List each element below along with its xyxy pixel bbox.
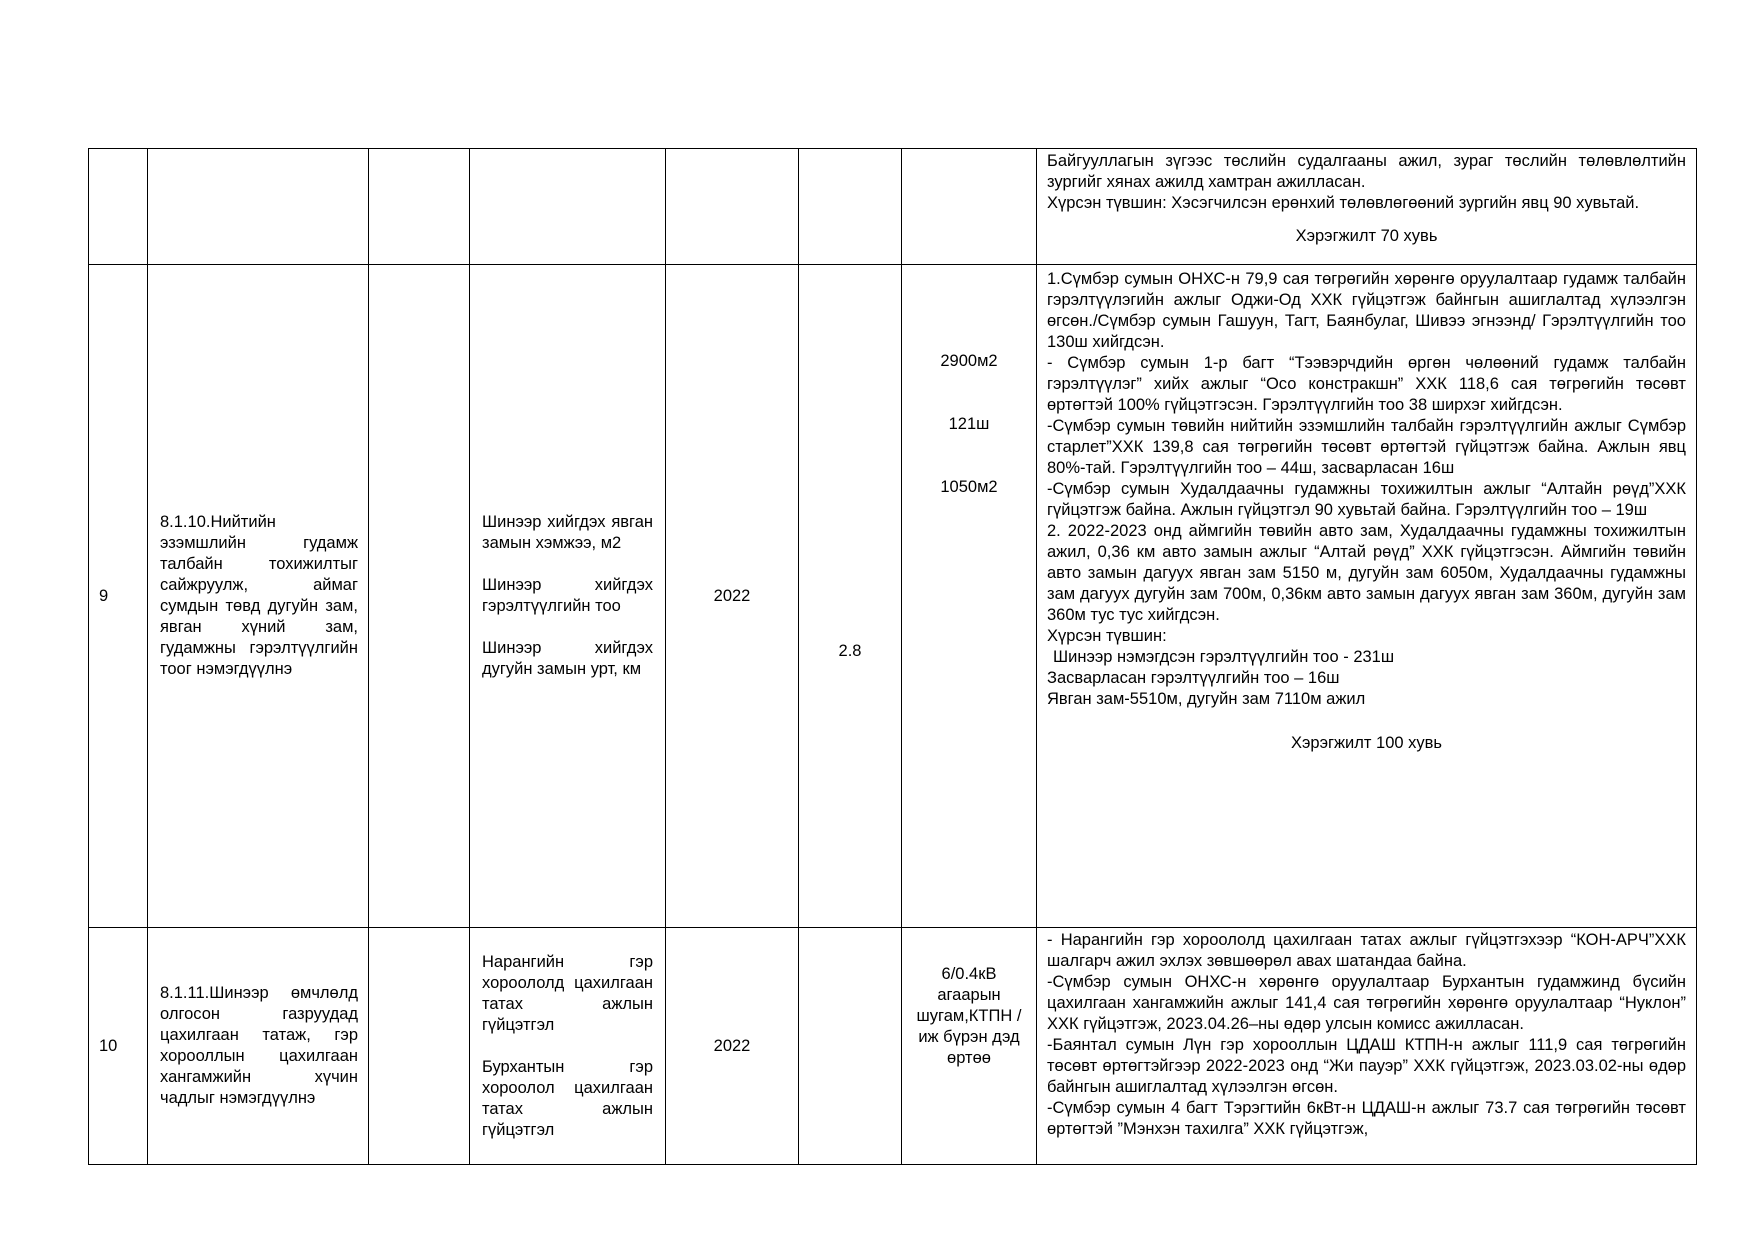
progress-cell	[1037, 265, 1697, 928]
empty-cell	[369, 928, 470, 1165]
indicator-text: Нарангийн гэр хороололд цахилгаан татах ажлын гүйцэтгэл	[482, 952, 653, 1034]
row-number-cell	[89, 149, 148, 265]
indicator-cell	[470, 928, 666, 1165]
row-number-cell: 9	[89, 265, 148, 928]
progress-cell	[1037, 928, 1697, 1165]
goal-cell	[148, 149, 369, 265]
progress-paragraph: - Нарангийн гэр хороололд цахилгаан татах ажлыг гүйцэтгэхээр “КОН-АРЧ”ХХК шалгарч ажил эхлэх зөвшөөрөл авах шатандаа байна.	[1047, 931, 1686, 970]
baseline-cell: 2.8	[799, 265, 902, 928]
indicator-cell	[470, 149, 666, 265]
rating-text: Хэрэгжилт 100 хувь	[1290, 734, 1443, 752]
target-value: 2900м2	[940, 352, 998, 370]
year-cell: 2022	[666, 265, 799, 928]
goal-text: 8.1.10.Нийтийн эзэмшлийн гудамж талбайн тохижилтыг сайжруулж, аймаг сумдын төвд дугуйн зам, явган хүний зам, гудамжны гэрэлтүүлгийн тоог нэмэгдүүлнэ	[160, 513, 358, 678]
year-cell: 2022	[666, 928, 799, 1165]
progress-paragraph: Засварласан гэрэлтүүлгийн тоо – 16ш	[1047, 669, 1340, 687]
progress-cell	[1037, 149, 1697, 265]
progress-paragraph: -Баянтал сумын Лүн гэр хорооллын ЦДАШ КТПН-н ажлыг 111,9 сая төгрөгийн төсөвт өртөгтэйгээр 2022-2023 онд “Жи пауэр” ХХК гүйцэтгэж, 2023.03.02-ны өдөр байнгын ашиглалтад хүлээлгэн өгсөн.	[1047, 1036, 1686, 1096]
target-value: 6/0.4кВ агаарын шугам,КТПН /иж бүрэн дэд өртөө	[916, 965, 1022, 1067]
progress-paragraph: Хүрсэн түвшин: Хэсэгчилсэн ерөнхий төлөвлөгөөний зургийн явц 90 хувьтай.	[1047, 194, 1640, 212]
progress-paragraph: -Сүмбэр сумын ОНХС-н хөрөнгө оруулалтаар Бурхантын гудамжинд бүсийн цахилгаан хангамжийн ажлыг 141,4 сая төгрөгийн хөрөнгө оруулалтаар “Нуклон” ХХК гүйцэтгэж, 2023.04.26–ны өдөр улсын комисс ажилласан.	[1047, 973, 1686, 1033]
target-value: 121ш	[948, 415, 990, 433]
baseline-cell	[799, 928, 902, 1165]
report-table	[88, 148, 1697, 1165]
table-row	[89, 928, 1697, 1165]
goal-cell	[148, 265, 369, 928]
indicator-text: Шинээр хийгдэх явган замын хэмжээ, м2	[482, 513, 653, 552]
indicator-text: Шинээр хийгдэх дугуйн замын урт, км	[482, 639, 653, 678]
row-number-cell: 10	[89, 928, 148, 1165]
progress-paragraph: 1.Сүмбэр сумын ОНХС-н 79,9 сая төгрөгийн хөрөнгө оруулалтаар гудамж талбайн гэрэлтүүлэгийн ажлыг Оджи-Од ХХК гүйцэтгэж байнгын ашиглалтад хүлээлгэн өгсөн./Сүмбэр сумын Гашуун, Тагт, Баянбулаг, Шивээ эгнээнд/ Гэрэлтүүлгийн тоо 130ш хийгдсэн.	[1047, 270, 1686, 351]
progress-paragraph: Хүрсэн түвшин:	[1047, 627, 1167, 645]
goal-cell	[148, 928, 369, 1165]
progress-paragraph: -Сүмбэр сумын төвийн нийтийн эзэмшлийн талбайн гэрэлтүүлгийн ажлыг Сүмбэр старлет”ХХК 139,8 сая төгрөгийн төсөвт өртөгтэй гүйцэтгэж байна. Ажлын явц 80%-тай. Гэрэлтүүлгийн тоо – 44ш, засварласан 16ш	[1047, 417, 1686, 477]
table-row	[89, 265, 1697, 928]
target-cell	[902, 928, 1037, 1165]
target-cell	[902, 149, 1037, 265]
rating-text: Хэрэгжилт 70 хувь	[1295, 227, 1438, 245]
target-value: 1050м2	[940, 478, 998, 496]
progress-paragraph: Байгууллагын зүгээс төслийн судалгааны ажил, зураг төслийн төлөвлөлтийн зургийг хянах ажилд хамтран ажилласан.	[1047, 152, 1686, 191]
year-cell	[666, 149, 799, 265]
target-cell	[902, 265, 1037, 928]
goal-text: 8.1.11.Шинээр өмчлөлд олгосон газруудад цахилгаан татаж, гэр хорооллын цахилгаан хангамжийн хүчин чадлыг нэмэгдүүлнэ	[160, 984, 358, 1107]
indicator-text: Бурхантын гэр хороолол цахилгаан татах ажлын гүйцэтгэл	[482, 1057, 653, 1139]
empty-cell	[369, 149, 470, 265]
indicator-cell	[470, 265, 666, 928]
progress-paragraph: 2. 2022-2023 онд аймгийн төвийн авто зам, Худалдаачны гудамжны тохижилтын ажил, 0,36 км авто замын ажлыг “Алтай рөүд” ХХК гүйцэтгэсэн. Аймгийн төвийн авто замын дагуух явган зам 5150 м, дугуйн зам 6050м, Худалдаачны гудамжны зам дагуух дугуйн зам 700м, 0,36км авто замын дагуух явган зам 360м, дугуйн зам 360м тус тус хийгдсэн.	[1047, 522, 1686, 624]
progress-paragraph: -Сүмбэр сумын Худалдаачны гудамжны тохижилтын ажлыг “Алтайн рөүд”ХХК гүйцэтгэж байна. Ажлын гүйцэтгэл 90 хувьтай байна. Гэрэлтүүлгийн тоо – 19ш	[1047, 480, 1686, 519]
baseline-cell	[799, 149, 902, 265]
table-row	[89, 149, 1697, 265]
progress-paragraph: Шинээр нэмэгдсэн гэрэлтүүлгийн тоо - 231ш	[1053, 648, 1395, 666]
progress-paragraph: - Сүмбэр сумын 1-р багт “Тээвэрчдийн өргөн чөлөөний гудамж талбайн гэрэлтүүлэг” хийх ажлыг “Осо констракшн” ХХК 118,6 сая төгрөгийн төсөвт өртөгтэй 100% гүйцэтгэсэн. Гэрэлтүүлгийн тоо 38 ширхэг хийгдсэн.	[1047, 354, 1686, 414]
progress-paragraph: -Сүмбэр сумын 4 багт Тэрэгтийн 6кВт-н ЦДАШ-н ажлыг 73.7 сая төгрөгийн төсөвт өртөгтэй ”Мэнхэн тахилга” ХХК гүйцэтгэж,	[1047, 1099, 1686, 1138]
empty-cell	[369, 265, 470, 928]
progress-paragraph: Явган зам-5510м, дугуйн зам 7110м ажил	[1047, 690, 1366, 708]
indicator-text: Шинээр хийгдэх гэрэлтүүлгийн тоо	[482, 576, 653, 615]
